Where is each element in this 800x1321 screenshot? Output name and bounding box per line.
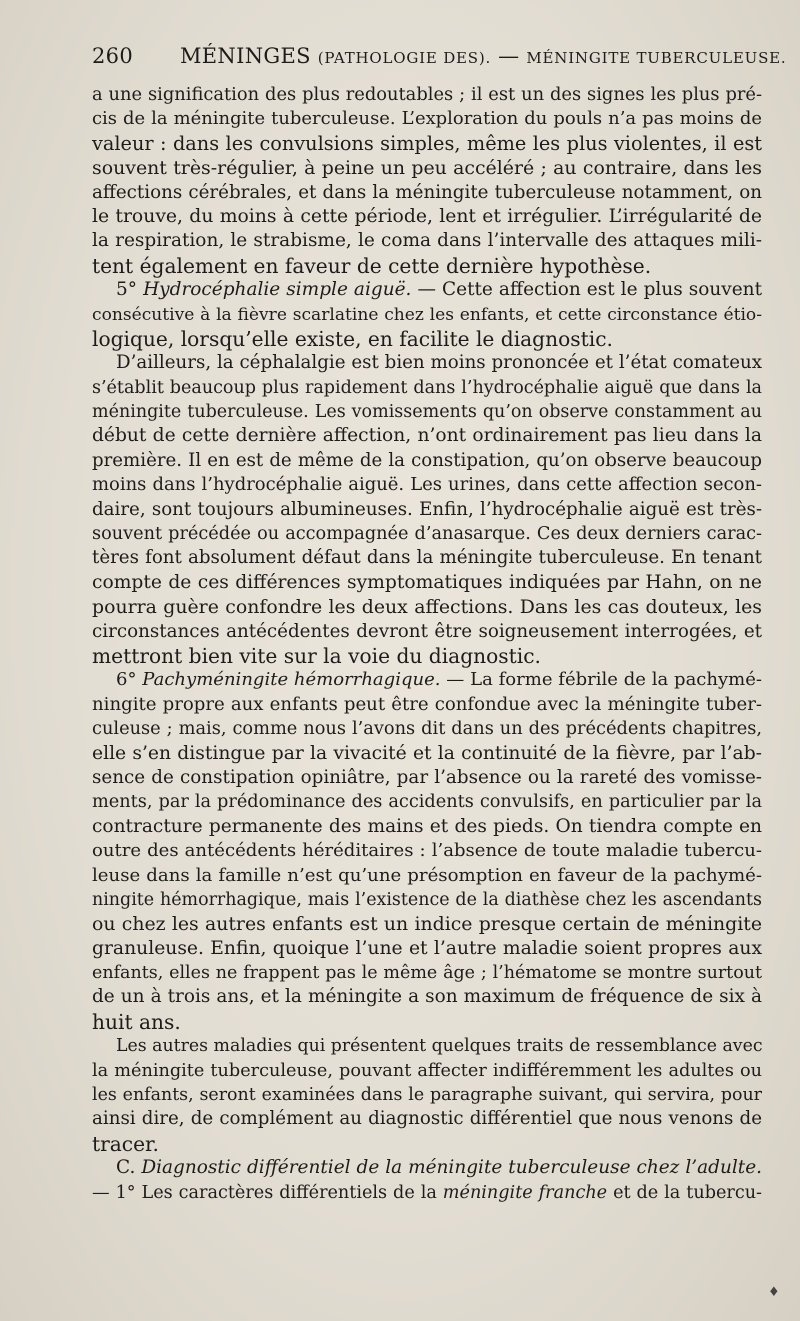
line-text: ainsi dire, de complément au diagnostic différentiel que nous venons de — [92, 1108, 762, 1130]
text-line — [92, 790, 762, 814]
line-text: et de la tubercu- — [607, 1182, 763, 1203]
text-line — [92, 888, 762, 912]
line-text: Les autres maladies qui présentent quelques traits de ressemblance avec — [116, 1036, 763, 1057]
line-text: daire, sont toujours albumineuses. Enfin, l’hydrocéphalie aiguë est très- — [92, 498, 762, 520]
line-text: ningite hémorrhagique, mais l’existence de la diathèse chez les ascendants — [92, 889, 762, 910]
line-text: D’ailleurs, la céphalalgie est bien moins prononcée et l’état comateux — [116, 352, 762, 374]
text-line — [92, 717, 762, 741]
text-line — [92, 351, 762, 375]
text-line — [92, 400, 762, 424]
line-text: le trouve, du moins à cette période, lent et irrégulier. L’irrégularité de — [92, 205, 762, 227]
text-line — [92, 156, 762, 180]
line-text: a une signification des plus redoutables ; il est un des signes les plus pré- — [92, 84, 762, 105]
text-line — [92, 912, 762, 936]
text-line — [92, 620, 762, 644]
running-title-small: (PATHOLOGIE DES). — [317, 49, 492, 67]
line-text: la méningite tuberculeuse, pouvant affecter indifféremment les adultes ou — [92, 1060, 762, 1081]
line-lead: 6° — [116, 669, 143, 691]
line-text: moins dans l’hydrocéphalie aiguë. Les urines, dans cette affection secon- — [92, 474, 762, 496]
text-line — [92, 473, 762, 497]
line-text: tères font absolument défaut dans la méningite tuberculeuse. En tenant — [92, 547, 762, 569]
line-lead: — 1° Les caractères différentiels de la — [92, 1182, 443, 1203]
text-line — [92, 107, 762, 131]
text-line — [92, 1107, 762, 1131]
page-speck: ♦ — [768, 1285, 780, 1300]
text-line — [92, 864, 762, 888]
line-text: méningite tuberculeuse. Les vomissements qu’on observe constamment au — [92, 402, 762, 423]
line-text: affections cérébrales, et dans la méningite tuberculeuse notamment, on — [92, 181, 762, 203]
text-line — [92, 522, 762, 546]
line-text: outre des antécédents héréditaires : l’absence de toute maladie tubercu- — [92, 840, 762, 862]
text-line — [92, 83, 762, 107]
text-line — [92, 693, 762, 717]
line-text: elle s’en distingue par la vivacité et la continuité de la fièvre, par l’ab- — [92, 742, 762, 764]
line-text: contracture permanente des mains et des pieds. On tiendra compte en — [92, 815, 762, 837]
line-text: souvent très-régulier, à peine un peu accéléré ; au contraire, dans les — [92, 157, 762, 180]
line-lead: C. — [116, 1157, 142, 1179]
text-line — [92, 303, 762, 327]
text-line — [92, 1034, 762, 1058]
line-text: tent également en faveur de cette dernière hypothèse. — [92, 253, 652, 278]
text-line — [92, 132, 762, 156]
text-line — [92, 571, 762, 595]
text-line — [92, 1083, 762, 1107]
line-text: les enfants, seront examinées dans le paragraphe suivant, qui servira, pour — [92, 1085, 762, 1106]
line-text: circonstances antécédentes devront être soigneusement interrogées, et — [92, 620, 762, 642]
text-line — [92, 937, 762, 961]
text-line — [92, 498, 762, 522]
line-text: s’établit beaucoup plus rapidement dans l’hydrocéphalie aiguë que dans la — [92, 377, 762, 398]
line-text: ments, par la prédominance des accidents convulsifs, en particulier par la — [92, 792, 762, 813]
line-text: première. Il en est de même de la constipation, qu’on observe beaucoup — [92, 449, 762, 471]
line-text: ningite propre aux enfants peut être confondue avec la méningite tuber- — [92, 693, 762, 715]
page-number: 260 — [92, 44, 133, 68]
text-line — [92, 668, 762, 692]
line-text: tracer. — [92, 1131, 159, 1156]
line-text: sence de constipation opiniâtre, par l’absence ou la rareté des vomisse- — [92, 766, 762, 788]
italic-heading: Diagnostic différentiel de la méningite tuberculeuse chez l’adulte. — [141, 1157, 762, 1179]
line-lead: 5° — [116, 279, 144, 301]
line-text: pourra guère confondre les deux affections. Dans les cas douteux, les — [92, 596, 762, 619]
line-text: compte de ces différences symptomatiques indiquées par Hahn, on ne — [92, 571, 762, 593]
text-line — [92, 327, 762, 351]
line-text: valeur : dans les convulsions simples, même les plus violentes, il est — [92, 131, 762, 155]
line-text: la respiration, le strabisme, le coma dans l’intervalle des attaques mili- — [92, 230, 762, 252]
text-line — [92, 644, 762, 668]
line-text: — Cette affection est le plus souvent — [411, 279, 762, 301]
text-line — [92, 961, 762, 985]
text-line — [92, 742, 762, 766]
line-text: ou chez les autres enfants est un indice presque certain de méningite — [92, 913, 762, 936]
text-line — [92, 595, 762, 619]
text-line — [92, 839, 762, 863]
line-text: granuleuse. Enfin, quoique l’une et l’autre maladie soient propres aux — [92, 937, 762, 959]
line-text: souvent précédée ou accompagnée d’anasarque. Ces deux derniers carac- — [92, 524, 762, 545]
text-line — [92, 449, 762, 473]
body-text — [92, 83, 762, 1205]
text-line — [92, 181, 762, 205]
line-text: — La forme fébrile de la pachymé- — [440, 669, 763, 691]
line-text: mettront bien vite sur la voie du diagnostic. — [92, 643, 541, 668]
italic-heading: Hydrocéphalie simple aiguë. — [143, 279, 412, 301]
text-line — [92, 985, 762, 1009]
line-text: leuse dans la famille n’est qu’une présomption en faveur de la pachymé- — [92, 864, 762, 886]
line-text: cis de la méningite tuberculeuse. L’exploration du pouls n’a pas moins de — [92, 108, 762, 130]
text-line — [92, 254, 762, 278]
line-text: début de cette dernière affection, n’ont ordinairement pas lieu dans la — [92, 425, 762, 447]
text-line — [92, 376, 762, 400]
text-line — [92, 1010, 762, 1034]
text-line — [92, 1181, 762, 1205]
header-dash: — — [498, 44, 520, 68]
text-line — [92, 1156, 762, 1180]
text-line — [92, 278, 762, 302]
line-text: logique, lorsqu’elle existe, en facilite le diagnostic. — [92, 326, 613, 351]
italic-heading: Pachyméningite hémorrhagique. — [142, 669, 441, 691]
line-text: culeuse ; mais, comme nous l’avons dit dans un des précédents chapitres, — [92, 718, 762, 740]
line-text: de un à trois ans, et la méningite a son maximum de fréquence de six à — [92, 986, 762, 1008]
line-text: consécutive à la fièvre scarlatine chez les enfants, et cette circonstance étio- — [92, 304, 762, 325]
text-line — [92, 229, 762, 253]
line-text: enfants, elles ne frappent pas le même âge ; l’hématome se montre surtout — [92, 963, 762, 984]
running-header — [92, 44, 787, 68]
running-title: MÉNINGES — [180, 44, 311, 68]
text-line — [92, 1132, 762, 1156]
running-subtitle: MÉNINGITE TUBERCULEUSE. — [526, 49, 787, 67]
italic-heading: méningite franche — [442, 1182, 608, 1203]
text-line — [92, 766, 762, 790]
text-line — [92, 546, 762, 570]
line-text: huit ans. — [92, 1009, 181, 1034]
text-line — [92, 815, 762, 839]
text-line — [92, 205, 762, 229]
text-line — [92, 424, 762, 448]
text-line — [92, 1059, 762, 1083]
